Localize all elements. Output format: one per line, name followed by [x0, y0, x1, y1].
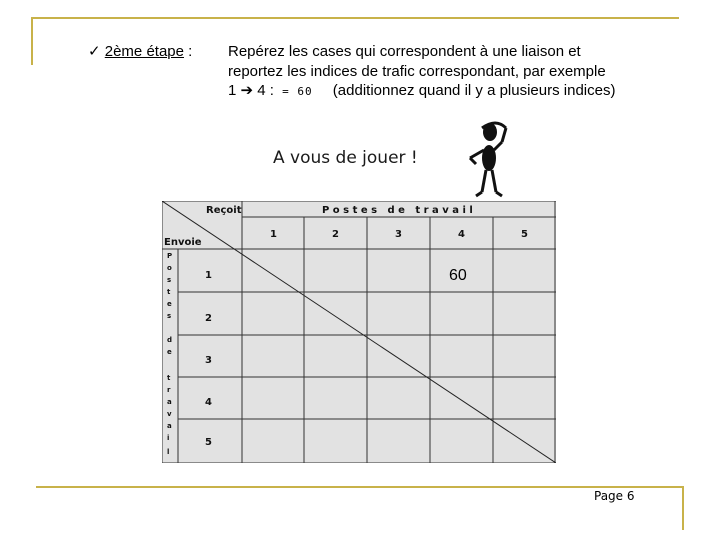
prompt-text: A vous de jouer !	[273, 148, 418, 168]
row-header-4: 4	[205, 397, 212, 408]
column-header-2: 2	[332, 229, 339, 240]
row-side-letter: v	[167, 410, 172, 418]
row-header-3: 3	[205, 355, 212, 366]
column-header-1: 1	[270, 229, 277, 240]
example-value: = 60	[282, 85, 313, 98]
column-header-4: 4	[458, 229, 465, 240]
check-icon: ✓	[88, 43, 101, 60]
row-side-letter: P	[167, 252, 173, 260]
row-side-letter: r	[167, 386, 171, 394]
page-number: Page 6	[594, 489, 635, 503]
instruction-line-1: Repérez les cases qui correspondent à une liaison et	[228, 43, 581, 60]
row-header-2: 2	[205, 313, 212, 324]
row-side-letter: s	[167, 312, 172, 320]
traffic-matrix-table	[162, 201, 556, 463]
row-side-letter: i	[167, 434, 170, 442]
row-side-letter: d	[167, 336, 173, 344]
frame-left-line	[31, 17, 33, 65]
instruction-line-2: reportez les indices de trafic correspondant, par exemple	[228, 62, 606, 80]
corner-receives-label: Reçoit	[206, 205, 242, 216]
thinking-stick-figure-icon	[462, 120, 522, 200]
corner-sends-label: Envoie	[164, 237, 202, 248]
instruction-line-3-rest: (additionnez quand il y a plusieurs indices)	[332, 82, 616, 99]
row-side-letter: a	[167, 398, 172, 406]
row-side-letter: t	[167, 374, 171, 382]
row-side-letter: o	[167, 264, 172, 272]
step-label: 2ème étape	[104, 43, 184, 60]
instruction-text	[228, 42, 673, 102]
column-header-3: 3	[395, 229, 402, 240]
table-grid	[162, 201, 556, 463]
arrow-icon: ➔	[240, 82, 254, 99]
columns-title: P o s t e s d e t r a v a i l	[322, 205, 473, 216]
step-heading	[88, 42, 192, 60]
row-side-letter: e	[167, 300, 172, 308]
row-side-label	[167, 252, 172, 456]
instruction-line-3	[228, 81, 673, 102]
column-header-5: 5	[521, 229, 528, 240]
example-to: 4 :	[257, 82, 274, 99]
example-from: 1	[228, 82, 237, 99]
row-side-letter: e	[167, 348, 172, 356]
row-side-letter: a	[167, 422, 172, 430]
row-side-letter: t	[167, 288, 171, 296]
frame-right-line	[682, 486, 684, 530]
frame-bottom-line	[36, 486, 684, 488]
row-header-1: 1	[205, 270, 212, 281]
row-header-5: 5	[205, 437, 212, 448]
row-side-letter: l	[167, 448, 170, 456]
row-side-letter: s	[167, 276, 172, 284]
frame-top-line	[31, 17, 679, 19]
step-colon: :	[183, 43, 193, 60]
answer-cell-value[interactable]: 60	[449, 267, 467, 284]
